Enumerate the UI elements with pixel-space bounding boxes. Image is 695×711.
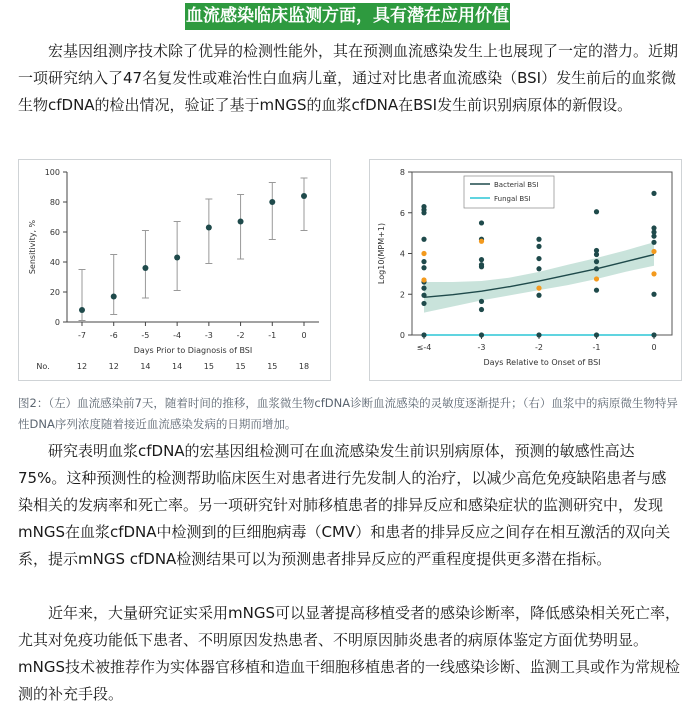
bacterial-point xyxy=(651,234,656,239)
bacterial-point xyxy=(536,332,541,337)
fungal-point xyxy=(479,239,484,244)
figure-caption: 图2：（左）血流感染前7天，随着时间的推移，血浆微生物cfDNA诊断血流感染的灵敏度逐渐提升；（右）血浆中的病原微生物特异性DNA序列浓度随着接近血流感染发病的日期而增加。 xyxy=(18,396,678,431)
y-tick-label: 20 xyxy=(49,288,60,297)
x-tick-label: -5 xyxy=(141,331,150,340)
count-label: 18 xyxy=(298,362,310,371)
fungal-point xyxy=(421,251,426,256)
count-label: 15 xyxy=(235,362,246,371)
y-tick-label: 0 xyxy=(399,331,405,340)
bacterial-point xyxy=(594,209,599,214)
count-label: 14 xyxy=(172,362,183,371)
fungal-point xyxy=(536,286,541,291)
y-tick-label: 6 xyxy=(399,208,405,218)
y-tick-label: 80 xyxy=(49,198,60,207)
bacterial-point xyxy=(421,265,426,270)
y-tick-label: 100 xyxy=(44,168,60,177)
count-label: 12 xyxy=(108,362,119,371)
legend-bacterial-label: Bacterial BSI xyxy=(494,181,539,189)
legend-fungal-label: Fungal BSI xyxy=(494,195,531,203)
bacterial-point xyxy=(421,301,426,306)
count-label: 14 xyxy=(140,362,151,371)
bacterial-point xyxy=(594,332,599,337)
sensitivity-point xyxy=(238,219,244,225)
bacterial-point xyxy=(594,288,599,293)
bacterial-point xyxy=(651,240,656,245)
bacterial-point xyxy=(536,244,541,249)
fungal-point xyxy=(421,277,426,282)
bacterial-point xyxy=(651,292,656,297)
mpm-chart xyxy=(370,160,681,380)
bacterial-point xyxy=(536,293,541,298)
bacterial-point xyxy=(421,286,426,291)
x-tick-label: -6 xyxy=(109,331,118,340)
fungal-point xyxy=(651,249,656,254)
sensitivity-point xyxy=(206,225,212,231)
count-label: 12 xyxy=(76,362,88,371)
bacterial-point xyxy=(421,237,426,242)
count-row-label: No. xyxy=(36,362,50,371)
y-tick-label: 4 xyxy=(399,249,405,259)
x-tick-label: -3 xyxy=(477,343,486,352)
x-tick-label: -1 xyxy=(268,331,277,340)
bacterial-point xyxy=(651,191,656,196)
y-tick-label: 0 xyxy=(54,318,60,327)
bacterial-point xyxy=(536,237,541,242)
bacterial-point xyxy=(651,332,656,337)
sensitivity-chart-panel xyxy=(18,159,331,381)
y-tick-label: 8 xyxy=(399,168,405,177)
bacterial-point xyxy=(479,220,484,225)
x-tick-label: -7 xyxy=(78,331,86,340)
y-tick-label: 40 xyxy=(49,258,60,267)
y-axis-label: Sensitivity, % xyxy=(28,219,37,275)
bacterial-point xyxy=(479,264,484,269)
sensitivity-chart xyxy=(19,160,330,380)
sensitivity-point xyxy=(79,307,85,313)
x-tick-label: -4 xyxy=(173,331,182,340)
bacterial-point xyxy=(421,210,426,215)
sensitivity-point xyxy=(269,199,275,205)
paragraph-intro-text: 宏基因组测序技术除了优异的检测性能外，其在预测血流感染发生上也展现了一定的潜力。近期一项研究纳入了47名复发性或难治性白血病儿童，通过对比患者血流感染（BSI）发生前后的血浆微生物cfDNA的检出情况，验证了基于mNGS的血浆cfDNA在BSI发生前识别病原体的新假设。 xyxy=(18,42,679,114)
y-tick-label: 60 xyxy=(49,228,60,237)
fungal-point xyxy=(651,271,656,276)
bacterial-point xyxy=(479,332,484,337)
bacterial-point xyxy=(421,293,426,298)
paragraph-conclusion xyxy=(18,600,680,708)
sensitivity-point xyxy=(174,255,180,261)
x-axis-label: Days Relative to Onset of BSI xyxy=(483,358,601,367)
x-axis-label: Days Prior to Diagnosis of BSI xyxy=(133,346,253,355)
paragraph-conclusion-text: 近年来，大量研究证实采用mNGS可以显著提高移植受者的感染诊断率，降低感染相关死亡率，尤其对免疫功能低下患者、不明原因发热患者、不明原因肺炎患者的病原体鉴定方面优势明显。mNGS技术被推荐作为实体器官移植和造血干细胞移植患者的一线感染诊断、监测工具或作为常规检测的补充手段。 xyxy=(18,604,680,703)
bacterial-point xyxy=(536,266,541,271)
bacterial-ci-band xyxy=(424,242,654,312)
x-tick-label: -1 xyxy=(592,343,601,352)
x-tick-label: -3 xyxy=(204,331,213,340)
y-tick-label: 2 xyxy=(399,290,405,300)
y-axis-label: Log10(MPM+1) xyxy=(377,222,386,285)
x-tick-label: ≤-4 xyxy=(416,343,432,352)
count-label: 15 xyxy=(267,362,278,371)
bacterial-point xyxy=(594,266,599,271)
x-tick-label: 0 xyxy=(651,343,657,352)
bacterial-point xyxy=(594,259,599,264)
paragraph-intro xyxy=(18,38,680,119)
bacterial-point xyxy=(421,259,426,264)
bacterial-point xyxy=(594,252,599,257)
x-tick-label: -2 xyxy=(535,343,543,352)
mpm-chart-panel xyxy=(369,159,682,381)
bacterial-point xyxy=(479,299,484,304)
sensitivity-point xyxy=(301,193,307,199)
paragraph-results xyxy=(18,438,680,573)
bacterial-point xyxy=(536,256,541,261)
paragraph-results-text: 研究表明血浆cfDNA的宏基因组检测可在血流感染发生前识别病原体，预测的敏感性高达75%。这种预测性的检测帮助临床医生对患者进行先发制人的治疗，以减少高危免疫缺陷患者与感染相关的发病率和死亡率。另一项研究针对肺移植患者的排异反应和感染症状的监测研究中，发现mNGS在血浆cfDNA中检测到的巨细胞病毒（CMV）和患者的排异反应之间存在相互激活的双向关系，提示mNGS cfDNA检测结果可以为预测患者排异反应的严重程度提供更多潜在指标。 xyxy=(18,442,671,568)
bacterial-point xyxy=(421,332,426,337)
fungal-point xyxy=(594,276,599,281)
x-tick-label: -2 xyxy=(236,331,245,340)
sensitivity-point xyxy=(142,265,148,271)
bacterial-point xyxy=(479,257,484,262)
x-tick-label: 0 xyxy=(301,331,307,340)
sensitivity-point xyxy=(111,294,117,300)
bacterial-point xyxy=(479,307,484,312)
count-label: 15 xyxy=(203,362,214,371)
section-banner: 血流感染临床监测方面，具有潜在应用价值 xyxy=(185,3,510,30)
